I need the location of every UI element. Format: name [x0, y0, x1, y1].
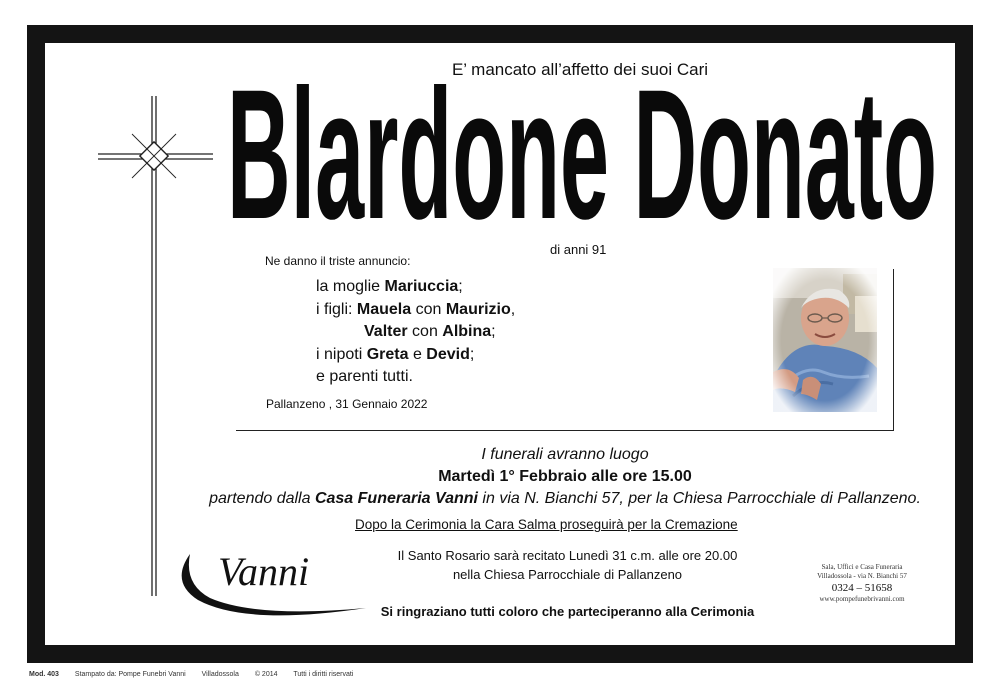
- footer-copyright: © 2014: [254, 671, 278, 678]
- agency-address: Villadossola - via N. Bianchi 57: [817, 572, 907, 580]
- agency-logo-text: Vanni: [218, 549, 310, 594]
- print-footer: [29, 671, 367, 678]
- place-date: Pallanzeno , 31 Gennaio 2022: [266, 397, 428, 411]
- family-line: i nipoti Greta e Devid;: [316, 345, 475, 363]
- cremation-note: Dopo la Cerimonia la Cara Salma proseguirà per la Cremazione: [355, 517, 738, 532]
- rosary-line: Il Santo Rosario sarà recitato Lunedì 31 c.m. alle ore 20.00: [397, 548, 738, 563]
- printed-by: Stampato da: Pompe Funebri Vanni: [74, 671, 186, 678]
- agency-website: www.pompefunebrivanni.com: [819, 595, 905, 603]
- announcement-intro: Ne danno il triste annuncio:: [265, 254, 411, 268]
- family-line: la moglie Mariuccia;: [316, 278, 463, 295]
- family-line: Valter con Albina;: [364, 323, 496, 341]
- portrait-photo: [773, 268, 877, 412]
- headline: E’ mancato all’affetto dei suoi Cari: [451, 60, 709, 79]
- family-line: e parenti tutti.: [316, 368, 413, 386]
- rosary-line: nella Chiesa Parrocchiale di Pallanzeno: [452, 567, 683, 582]
- agency-logo: [176, 548, 371, 620]
- funeral-datetime: Martedì 1° Febbraio alle ore 15.00: [438, 468, 692, 485]
- family-line: i figli: Mauela con Maurizio,: [316, 300, 516, 318]
- deceased-name-text: Blardone Donato: [227, 78, 937, 228]
- footer-rights: Tutti i diritti riservati: [293, 671, 354, 678]
- rosary-note: [355, 546, 780, 584]
- thanks-note: Si ringraziano tutti coloro che parteciperanno alla Cerimonia: [380, 604, 755, 619]
- funeral-intro: I funerali avranno luogo: [481, 446, 649, 463]
- cross-icon: [98, 96, 213, 596]
- family-list: [316, 276, 515, 389]
- agency-phone: 0324 – 51658: [831, 582, 893, 594]
- agency-contact: [808, 563, 916, 604]
- funeral-route: partendo dalla Casa Funeraria Vanni in via N. Bianchi 57, per la Chiesa Parrocchiale di Pallanzeno.: [209, 490, 921, 507]
- deceased-name: [222, 78, 942, 228]
- agency-line: Sala, Uffici e Casa Funeraria: [821, 563, 903, 571]
- divider-line: [236, 430, 894, 431]
- model-number: Mod. 403: [29, 671, 59, 678]
- photo-rule: [893, 269, 894, 431]
- age: di anni 91: [550, 242, 607, 257]
- footer-city: Villadossola: [201, 671, 239, 678]
